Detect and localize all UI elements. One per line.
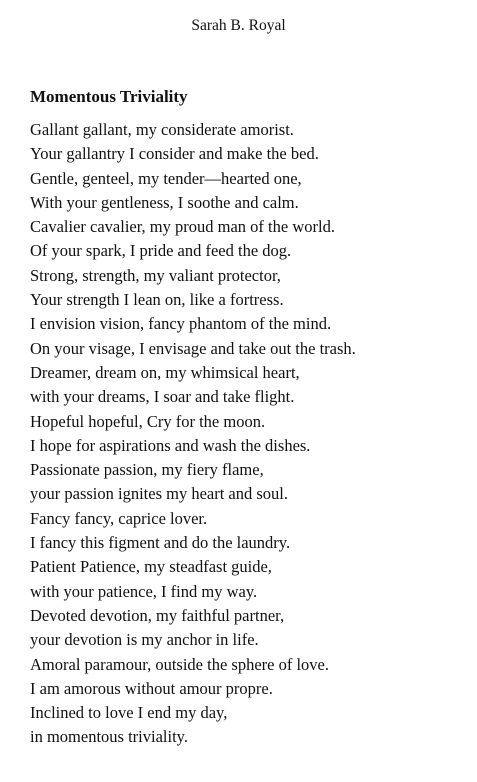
poem-line: Inclined to love I end my day,	[30, 703, 228, 723]
poem-line: I hope for aspirations and wash the dishes.	[30, 435, 311, 455]
poem-line: with your dreams, I soar and take flight.	[30, 387, 295, 407]
poem-line: On your visage, I envisage and take out the trash.	[30, 338, 356, 358]
poem-line: in momentous triviality.	[30, 727, 188, 747]
poem-line: I am amorous without amour propre.	[30, 678, 273, 698]
poem-line: Gentle, genteel, my tender—hearted one,	[30, 168, 302, 188]
poem-line: Hopeful hopeful, Cry for the moon.	[30, 411, 266, 431]
poem-title: Momentous Triviality	[30, 87, 188, 106]
poem-line: Devoted devotion, my faithful partner,	[30, 605, 285, 625]
author-name: Sarah B. Royal	[191, 17, 286, 34]
poem-line: I fancy this figment and do the laundry.	[30, 533, 291, 553]
poem-line: Your gallantry I consider and make the bed.	[30, 144, 319, 164]
poem-line: Cavalier cavalier, my proud man of the world.	[30, 217, 335, 237]
poem	[30, 86, 470, 750]
poem-line: Fancy fancy, caprice lover.	[30, 508, 208, 528]
poem-line: your passion ignites my heart and soul.	[30, 484, 289, 504]
poem-line: Strong, strength, my valiant protector,	[30, 265, 281, 285]
poem-line: with your patience, I find my way.	[30, 581, 258, 601]
poem-lines	[30, 118, 470, 750]
poem-line: your devotion is my anchor in life.	[30, 630, 259, 650]
poem-line: Amoral paramour, outside the sphere of love.	[30, 654, 329, 674]
poem-line: Gallant gallant, my considerate amorist.	[30, 120, 294, 139]
poem-line: Patient Patience, my steadfast guide,	[30, 557, 272, 577]
poem-line: I envision vision, fancy phantom of the mind.	[30, 314, 332, 334]
poem-line: Of your spark, I pride and feed the dog.	[30, 241, 292, 261]
poem-line: With your gentleness, I soothe and calm.	[30, 192, 299, 212]
poem-line: Your strength I lean on, like a fortress.	[30, 290, 284, 310]
poem-line: Passionate passion, my fiery flame,	[30, 460, 264, 480]
poem-line: Dreamer, dream on, my whimsical heart,	[30, 362, 300, 382]
